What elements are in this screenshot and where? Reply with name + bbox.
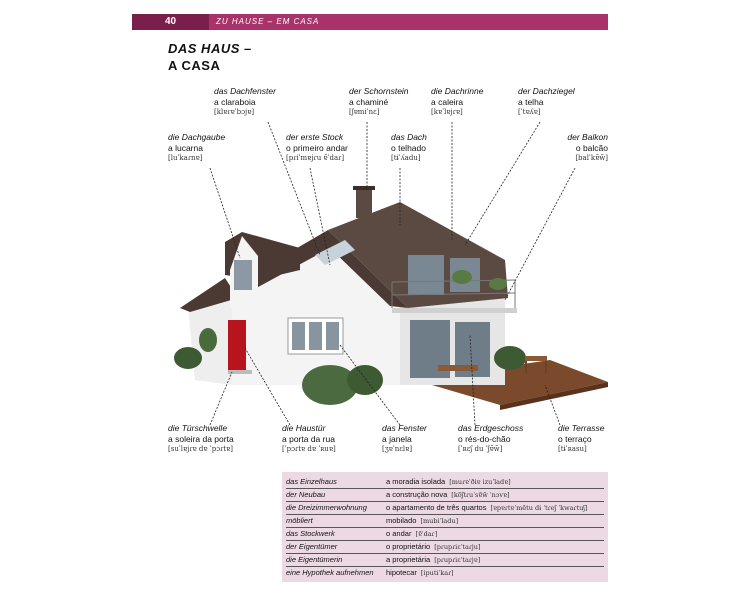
label-balkon: der Balkon o balcão [balˈkɐ̃w̃] bbox=[567, 132, 608, 162]
label-schornstein: der Schornstein a chaminé [ʃɐmiˈnɛ] bbox=[349, 86, 409, 116]
label-haustuer: die Haustür a porta da rua [ˈpɔɾtɐ dɐ ˈʀuɐ] bbox=[282, 423, 336, 453]
label-erdgeschoss: das Erdgeschoss o rés-do-chão [ˈʀɛʃ du ˈʃɐ̃w̃] bbox=[458, 423, 524, 453]
vocab-row: eine Hypothek aufnehmen hipotecar [iputɨˈkaɾ] bbox=[286, 568, 454, 577]
vocab-row: die Eigentümerin a proprietária [pɾupɾiɛˈtaɾjɐ] bbox=[286, 554, 604, 567]
section-title: ZU HAUSE – EM CASA bbox=[216, 17, 320, 26]
label-dach: das Dach o telhado [tɨˈʎadu] bbox=[391, 132, 427, 162]
label-dachgaube: die Dachgaube a lucarna [luˈkaɾnɐ] bbox=[168, 132, 226, 162]
vocab-row: die Dreizimmerwohnung o apartamento de três quartos [ɐpɐɾtɐˈmẽtu dɨ ˈtɾeʃ ˈkwaɾtuʃ] bbox=[286, 502, 604, 515]
title-german: DAS HAUS – bbox=[168, 41, 252, 56]
page-number: 40 bbox=[132, 14, 209, 30]
label-dachziegel: der Dachziegel a telha [ˈtɐʎɐ] bbox=[518, 86, 575, 116]
label-terrasse: die Terrasse o terraço [tɨˈʀasu] bbox=[558, 423, 605, 453]
vocab-row: das Einzelhaus a moradia isolada [muɾɐˈðiɐ izuˈladɐ] bbox=[286, 476, 604, 489]
label-tuerschwelle: die Türschwelle a soleira da porta [suˈlɐjɾɐ dɐ ˈpɔɾtɐ] bbox=[168, 423, 234, 453]
title-portuguese: A CASA bbox=[168, 58, 221, 73]
label-fenster: das Fenster a janela [ʒɐˈnɛlɐ] bbox=[382, 423, 427, 453]
label-dachrinne: die Dachrinne a caleira [kɐˈlɐjɾɐ] bbox=[431, 86, 484, 116]
vocabulary-box bbox=[282, 472, 608, 582]
vocab-row: der Neubau a construção nova [kõʃtɾuˈsɐ̃w̃ ˈnɔvɐ] bbox=[286, 489, 604, 502]
label-dachfenster: das Dachfenster a claraboia [klɐɾɐˈbɔjɐ] bbox=[214, 86, 276, 116]
vocab-row: der Eigentümer o proprietário [pɾupɾiɛˈtaɾju] bbox=[286, 541, 604, 554]
vocab-row: das Stockwerk o andar [ɐ̃ˈdaɾ] bbox=[286, 528, 604, 541]
label-erster-stock: der erste Stock o primeiro andar [pɾiˈmɐjɾu ɐ̃ˈdaɾ] bbox=[286, 132, 348, 162]
vocab-row: möbliert mobilado [mubiˈladu] bbox=[286, 515, 604, 528]
